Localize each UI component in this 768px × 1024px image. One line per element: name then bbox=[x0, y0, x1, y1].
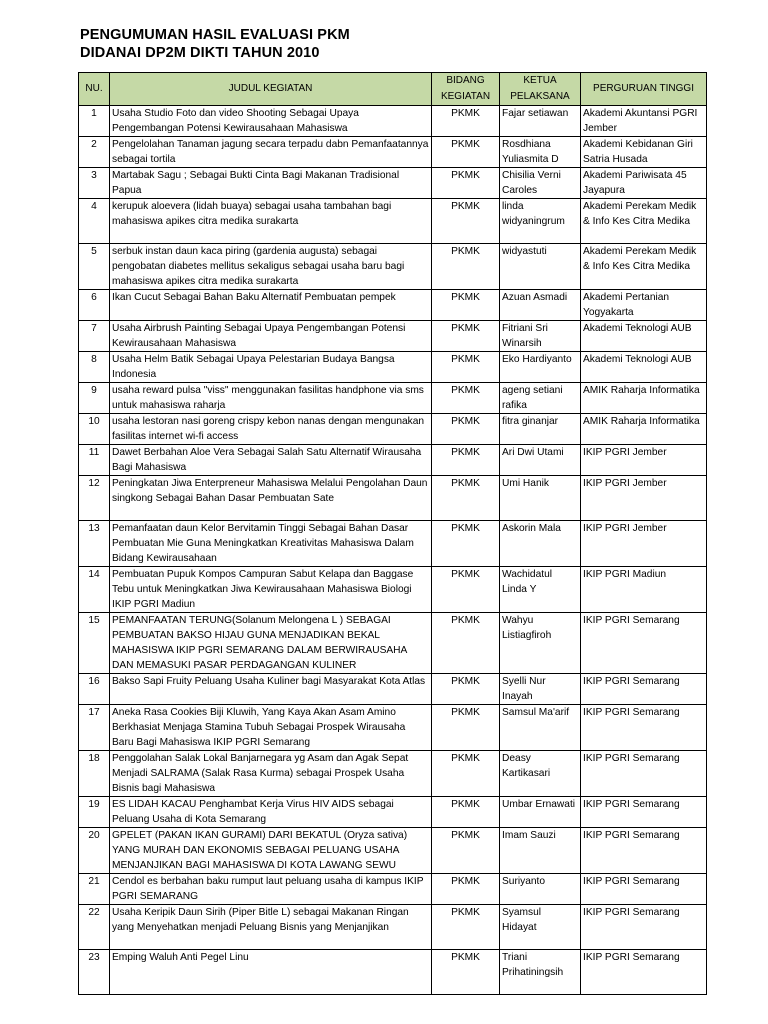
cell-perguruan-tinggi: IKIP PGRI Semarang bbox=[581, 751, 707, 797]
table-row bbox=[79, 905, 707, 950]
cell-ketua-pelaksana: Fitriani Sri Winarsih bbox=[500, 321, 581, 352]
table-row bbox=[79, 705, 707, 751]
table-row bbox=[79, 244, 707, 290]
table-row bbox=[79, 383, 707, 414]
cell-ketua-pelaksana: Deasy Kartikasari bbox=[500, 751, 581, 797]
cell-judul-kegiatan: Ikan Cucut Sebagai Bahan Baku Alternatif Pembuatan pempek bbox=[110, 290, 432, 321]
cell-bidang-kegiatan: PKMK bbox=[432, 244, 500, 290]
cell-perguruan-tinggi: IKIP PGRI Semarang bbox=[581, 613, 707, 674]
cell-no: 20 bbox=[79, 828, 110, 874]
cell-bidang-kegiatan: PKMK bbox=[432, 321, 500, 352]
cell-judul-kegiatan: usaha lestoran nasi goreng crispy kebon nanas dengan mengunakan fasilitas internet wi-fi access bbox=[110, 414, 432, 445]
cell-judul-kegiatan: Martabak Sagu ; Sebagai Bukti Cinta Bagi Makanan Tradisional Papua bbox=[110, 168, 432, 199]
document-title bbox=[80, 26, 350, 62]
cell-perguruan-tinggi: IKIP PGRI Semarang bbox=[581, 705, 707, 751]
cell-judul-kegiatan: Pemanfaatan daun Kelor Bervitamin Tinggi Sebagai Bahan Dasar Pembuatan Mie Guna Meningkatkan Kreativitas Mahasiswa Dalam Bidang Kewirausahaan bbox=[110, 521, 432, 567]
cell-perguruan-tinggi: Akademi Pariwisata 45 Jayapura bbox=[581, 168, 707, 199]
cell-no: 1 bbox=[79, 106, 110, 137]
cell-no: 22 bbox=[79, 905, 110, 950]
cell-bidang-kegiatan: PKMK bbox=[432, 797, 500, 828]
cell-bidang-kegiatan: PKMK bbox=[432, 521, 500, 567]
cell-no: 3 bbox=[79, 168, 110, 199]
cell-perguruan-tinggi: Akademi Teknologi AUB bbox=[581, 321, 707, 352]
cell-ketua-pelaksana: Samsul Ma'arif bbox=[500, 705, 581, 751]
cell-ketua-pelaksana: linda widyaningrum bbox=[500, 199, 581, 244]
cell-perguruan-tinggi: IKIP PGRI Semarang bbox=[581, 874, 707, 905]
table-row bbox=[79, 751, 707, 797]
cell-bidang-kegiatan: PKMK bbox=[432, 445, 500, 476]
cell-no: 7 bbox=[79, 321, 110, 352]
table-row bbox=[79, 828, 707, 874]
cell-bidang-kegiatan: PKMK bbox=[432, 567, 500, 613]
cell-ketua-pelaksana: Umi Hanik bbox=[500, 476, 581, 521]
cell-judul-kegiatan: Cendol es berbahan baku rumput laut peluang usaha di kampus IKIP PGRI SEMARANG bbox=[110, 874, 432, 905]
table-row bbox=[79, 321, 707, 352]
cell-bidang-kegiatan: PKMK bbox=[432, 414, 500, 445]
cell-judul-kegiatan: Pengelolahan Tanaman jagung secara terpadu dabn Pemanfaatannya sebagai tortila bbox=[110, 137, 432, 168]
cell-bidang-kegiatan: PKMK bbox=[432, 828, 500, 874]
cell-ketua-pelaksana: Fajar setiawan bbox=[500, 106, 581, 137]
cell-no: 9 bbox=[79, 383, 110, 414]
table-row bbox=[79, 168, 707, 199]
cell-ketua-pelaksana: Umbar Ernawati bbox=[500, 797, 581, 828]
cell-ketua-pelaksana: ageng setiani rafika bbox=[500, 383, 581, 414]
cell-ketua-pelaksana: Wahyu Listiagfiroh bbox=[500, 613, 581, 674]
cell-no: 5 bbox=[79, 244, 110, 290]
cell-perguruan-tinggi: Akademi Perekam Medik & Info Kes Citra Medika bbox=[581, 199, 707, 244]
cell-ketua-pelaksana: Imam Sauzi bbox=[500, 828, 581, 874]
cell-perguruan-tinggi: IKIP PGRI Semarang bbox=[581, 905, 707, 950]
cell-no: 2 bbox=[79, 137, 110, 168]
cell-no: 21 bbox=[79, 874, 110, 905]
cell-judul-kegiatan: Usaha Helm Batik Sebagai Upaya Pelestarian Budaya Bangsa Indonesia bbox=[110, 352, 432, 383]
title-line-1: PENGUMUMAN HASIL EVALUASI PKM bbox=[80, 27, 350, 43]
cell-judul-kegiatan: GPELET (PAKAN IKAN GURAMI) DARI BEKATUL (Oryza sativa) YANG MURAH DAN EKONOMIS SEBAGAI PELUANG USAHA MENJANJIKAN BAGI MAHASISWA DI KOTA LAWANG SEWU bbox=[110, 828, 432, 874]
cell-perguruan-tinggi: AMIK Raharja Informatika bbox=[581, 383, 707, 414]
cell-ketua-pelaksana: Askorin Mala bbox=[500, 521, 581, 567]
cell-no: 8 bbox=[79, 352, 110, 383]
table-row bbox=[79, 567, 707, 613]
table-row bbox=[79, 521, 707, 567]
cell-no: 13 bbox=[79, 521, 110, 567]
cell-ketua-pelaksana: Syelli Nur Inayah bbox=[500, 674, 581, 705]
cell-no: 12 bbox=[79, 476, 110, 521]
results-table bbox=[78, 72, 707, 995]
header-no: NU. bbox=[79, 73, 110, 106]
cell-no: 19 bbox=[79, 797, 110, 828]
cell-no: 15 bbox=[79, 613, 110, 674]
title-line-2: DIDANAI DP2M DIKTI TAHUN 2010 bbox=[80, 45, 320, 61]
cell-bidang-kegiatan: PKMK bbox=[432, 476, 500, 521]
cell-no: 14 bbox=[79, 567, 110, 613]
table-row bbox=[79, 137, 707, 168]
cell-judul-kegiatan: PEMANFAATAN TERUNG(Solanum Melongena L ) SEBAGAI PEMBUATAN BAKSO HIJAU GUNA MENJADIKAN BEKAL MAHASISWA IKIP PGRI SEMARANG DALAM BERWIRAUSAHA DAN MEMASUKI PASAR PERDAGANGAN KULINER bbox=[110, 613, 432, 674]
cell-no: 4 bbox=[79, 199, 110, 244]
cell-judul-kegiatan: Usaha Airbrush Painting Sebagai Upaya Pengembangan Potensi Kewirausahaan Mahasiswa bbox=[110, 321, 432, 352]
cell-ketua-pelaksana: widyastuti bbox=[500, 244, 581, 290]
header-perguruan-tinggi: PERGURUAN TINGGI bbox=[581, 73, 707, 106]
table-row bbox=[79, 445, 707, 476]
table-row bbox=[79, 352, 707, 383]
cell-perguruan-tinggi: AMIK Raharja Informatika bbox=[581, 414, 707, 445]
table-row bbox=[79, 106, 707, 137]
cell-judul-kegiatan: Peningkatan Jiwa Enterpreneur Mahasiswa Melalui Pengolahan Daun singkong Sebagai Bahan Dasar Pembuatan Sate bbox=[110, 476, 432, 521]
cell-judul-kegiatan: Aneka Rasa Cookies Biji Kluwih, Yang Kaya Akan Asam Amino Berkhasiat Menjaga Stamina Tubuh Sebagai Prospek Wirausaha Baru Bagi Mahasiswa IKIP PGRI Semarang bbox=[110, 705, 432, 751]
header-row bbox=[79, 73, 707, 106]
header-ketua-pelaksana: KETUA PELAKSANA bbox=[500, 73, 581, 106]
cell-judul-kegiatan: kerupuk aloevera (lidah buaya) sebagai usaha tambahan bagi mahasiswa apikes citra medika surakarta bbox=[110, 199, 432, 244]
cell-perguruan-tinggi: Akademi Kebidanan Giri Satria Husada bbox=[581, 137, 707, 168]
cell-bidang-kegiatan: PKMK bbox=[432, 950, 500, 995]
cell-judul-kegiatan: Dawet Berbahan Aloe Vera Sebagai Salah Satu Alternatif Wirausaha Bagi Mahasiswa bbox=[110, 445, 432, 476]
cell-no: 10 bbox=[79, 414, 110, 445]
cell-ketua-pelaksana: Rosdhiana Yuliasmita D bbox=[500, 137, 581, 168]
table-row bbox=[79, 674, 707, 705]
cell-judul-kegiatan: serbuk instan daun kaca piring (gardenia augusta) sebagai pengobatan diabetes mellitus sekaligus sebagai usaha baru bagi mahasiswa apikes citra medika surakarta bbox=[110, 244, 432, 290]
cell-ketua-pelaksana: Triani Prihatiningsih bbox=[500, 950, 581, 995]
cell-perguruan-tinggi: IKIP PGRI Madiun bbox=[581, 567, 707, 613]
cell-no: 16 bbox=[79, 674, 110, 705]
cell-perguruan-tinggi: IKIP PGRI Jember bbox=[581, 445, 707, 476]
cell-bidang-kegiatan: PKMK bbox=[432, 674, 500, 705]
cell-ketua-pelaksana: Azuan Asmadi bbox=[500, 290, 581, 321]
table-row bbox=[79, 290, 707, 321]
cell-no: 18 bbox=[79, 751, 110, 797]
cell-perguruan-tinggi: IKIP PGRI Semarang bbox=[581, 797, 707, 828]
cell-ketua-pelaksana: Ari Dwi Utami bbox=[500, 445, 581, 476]
cell-perguruan-tinggi: IKIP PGRI Semarang bbox=[581, 828, 707, 874]
cell-perguruan-tinggi: IKIP PGRI Jember bbox=[581, 476, 707, 521]
cell-ketua-pelaksana: Wachidatul Linda Y bbox=[500, 567, 581, 613]
cell-bidang-kegiatan: PKMK bbox=[432, 751, 500, 797]
cell-judul-kegiatan: usaha reward pulsa "viss" menggunakan fasilitas handphone via sms untuk mahasiswa raharja bbox=[110, 383, 432, 414]
table-body bbox=[79, 106, 707, 995]
cell-bidang-kegiatan: PKMK bbox=[432, 168, 500, 199]
table-row bbox=[79, 414, 707, 445]
cell-ketua-pelaksana: fitra ginanjar bbox=[500, 414, 581, 445]
cell-ketua-pelaksana: Eko Hardiyanto bbox=[500, 352, 581, 383]
cell-perguruan-tinggi: Akademi Pertanian Yogyakarta bbox=[581, 290, 707, 321]
cell-bidang-kegiatan: PKMK bbox=[432, 290, 500, 321]
table-row bbox=[79, 613, 707, 674]
cell-perguruan-tinggi: IKIP PGRI Jember bbox=[581, 521, 707, 567]
table-row bbox=[79, 199, 707, 244]
cell-judul-kegiatan: Pembuatan Pupuk Kompos Campuran Sabut Kelapa dan Baggase Tebu untuk Meningkatkan Jiwa Kewirausahaan Mahasiswa Biologi IKIP PGRI Madiun bbox=[110, 567, 432, 613]
cell-ketua-pelaksana: Chisilia Verni Caroles bbox=[500, 168, 581, 199]
cell-bidang-kegiatan: PKMK bbox=[432, 352, 500, 383]
cell-bidang-kegiatan: PKMK bbox=[432, 383, 500, 414]
cell-bidang-kegiatan: PKMK bbox=[432, 874, 500, 905]
cell-judul-kegiatan: Penggolahan Salak Lokal Banjarnegara yg Asam dan Agak Sepat Menjadi SALRAMA (Salak Rasa Kurma) sebagai Prospek Usaha Bisnis bagi Mahasiswa bbox=[110, 751, 432, 797]
table-row bbox=[79, 874, 707, 905]
cell-no: 6 bbox=[79, 290, 110, 321]
header-judul-kegiatan: JUDUL KEGIATAN bbox=[110, 73, 432, 106]
header-bidang-kegiatan: BIDANG KEGIATAN bbox=[432, 73, 500, 106]
cell-judul-kegiatan: Bakso Sapi Fruity Peluang Usaha Kuliner bagi Masyarakat Kota Atlas bbox=[110, 674, 432, 705]
cell-perguruan-tinggi: IKIP PGRI Semarang bbox=[581, 674, 707, 705]
cell-bidang-kegiatan: PKMK bbox=[432, 106, 500, 137]
table-row bbox=[79, 797, 707, 828]
cell-perguruan-tinggi: Akademi Perekam Medik & Info Kes Citra Medika bbox=[581, 244, 707, 290]
table-row bbox=[79, 950, 707, 995]
cell-bidang-kegiatan: PKMK bbox=[432, 905, 500, 950]
cell-judul-kegiatan: Usaha Keripik Daun Sirih (Piper Bitle L) sebagai Makanan Ringan yang Menyehatkan menjadi Peluang Bisnis yang Menjanjikan bbox=[110, 905, 432, 950]
table-header bbox=[79, 73, 707, 106]
cell-bidang-kegiatan: PKMK bbox=[432, 137, 500, 168]
cell-no: 17 bbox=[79, 705, 110, 751]
cell-no: 11 bbox=[79, 445, 110, 476]
table-row bbox=[79, 476, 707, 521]
cell-bidang-kegiatan: PKMK bbox=[432, 199, 500, 244]
cell-judul-kegiatan: Usaha Studio Foto dan video Shooting Sebagai Upaya Pengembangan Potensi Kewirausahaan Mahasiswa bbox=[110, 106, 432, 137]
cell-perguruan-tinggi: Akademi Akuntansi PGRI Jember bbox=[581, 106, 707, 137]
cell-judul-kegiatan: ES LIDAH KACAU Penghambat Kerja Virus HIV AIDS sebagai Peluang Usaha di Kota Semarang bbox=[110, 797, 432, 828]
cell-ketua-pelaksana: Suriyanto bbox=[500, 874, 581, 905]
cell-perguruan-tinggi: IKIP PGRI Semarang bbox=[581, 950, 707, 995]
cell-bidang-kegiatan: PKMK bbox=[432, 705, 500, 751]
cell-no: 23 bbox=[79, 950, 110, 995]
cell-judul-kegiatan: Emping Waluh Anti Pegel Linu bbox=[110, 950, 432, 995]
cell-ketua-pelaksana: Syamsul Hidayat bbox=[500, 905, 581, 950]
cell-bidang-kegiatan: PKMK bbox=[432, 613, 500, 674]
cell-perguruan-tinggi: Akademi Teknologi AUB bbox=[581, 352, 707, 383]
